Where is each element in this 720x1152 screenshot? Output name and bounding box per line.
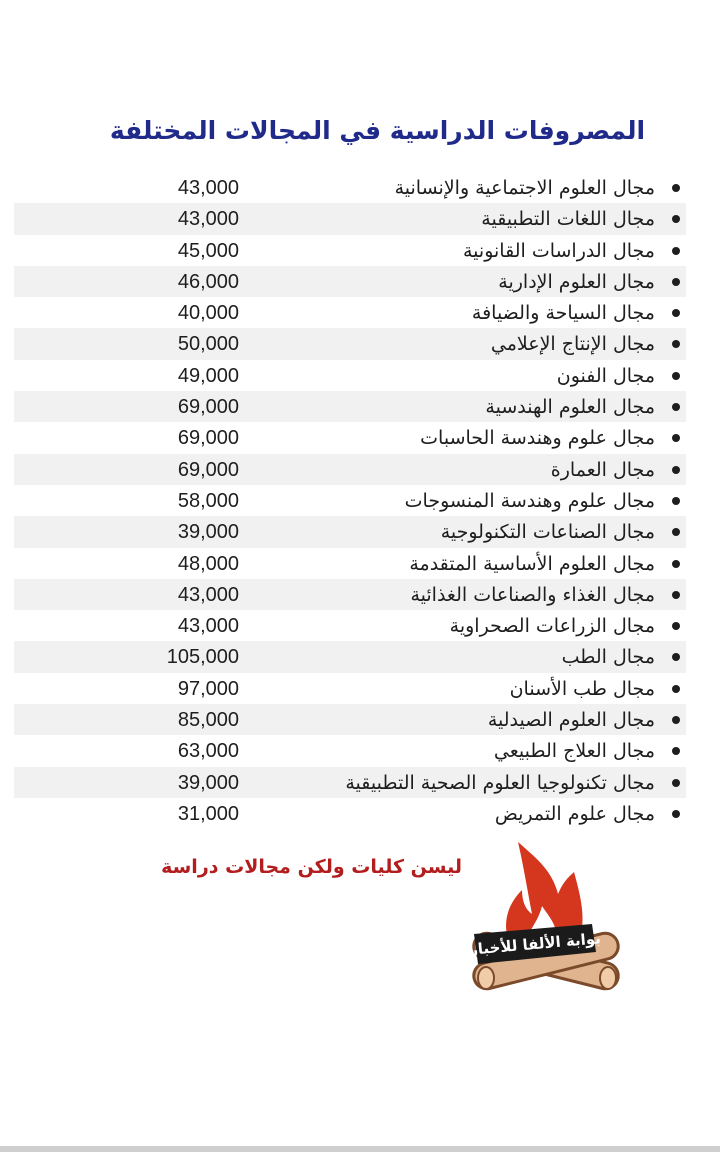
bullet-icon xyxy=(672,340,680,348)
flame-logs-icon xyxy=(466,836,631,1001)
bottom-bar xyxy=(0,1146,720,1152)
fee-amount: 43,000 xyxy=(177,208,239,231)
field-name: مجال الغذاء والصناعات الغذائية xyxy=(410,583,655,606)
field-name: مجال العلوم الاجتماعية والإنسانية xyxy=(394,177,655,199)
field-name: مجال السياحة والضيافة xyxy=(471,302,655,325)
list-item xyxy=(14,516,686,547)
bullet-icon xyxy=(672,810,680,818)
bullet-icon xyxy=(672,215,680,223)
logo-text: بوابة الألفا للأخبار xyxy=(468,929,602,959)
fee-amount: 45,000 xyxy=(177,239,239,262)
list-item xyxy=(14,579,686,610)
fee-amount: 85,000 xyxy=(177,709,239,732)
fee-amount: 58,000 xyxy=(177,489,239,512)
fee-amount: 43,000 xyxy=(177,177,239,199)
list-item xyxy=(14,673,686,704)
fee-amount: 48,000 xyxy=(177,552,239,575)
fee-amount: 105,000 xyxy=(166,646,239,669)
fees-list xyxy=(14,172,686,829)
field-name: مجال الفنون xyxy=(556,364,655,387)
fee-amount: 49,000 xyxy=(177,364,239,387)
bullet-icon xyxy=(672,622,680,630)
field-name: مجال الطب xyxy=(561,646,655,669)
fee-amount: 69,000 xyxy=(177,458,239,481)
fee-amount: 43,000 xyxy=(177,615,239,638)
field-name: مجال الصناعات التكنولوجية xyxy=(440,521,655,544)
fee-amount: 40,000 xyxy=(177,302,239,325)
list-item xyxy=(14,360,686,391)
bullet-icon xyxy=(672,716,680,724)
list-item xyxy=(14,798,686,829)
bullet-icon xyxy=(672,685,680,693)
bullet-icon xyxy=(672,278,680,286)
field-name: مجال العلوم الأساسية المتقدمة xyxy=(409,552,655,575)
field-name: مجال العلوم الهندسية xyxy=(485,396,655,419)
field-name: مجال العمارة xyxy=(550,458,655,481)
list-item xyxy=(14,203,686,234)
field-name: مجال علوم وهندسة المنسوجات xyxy=(404,489,655,512)
list-item xyxy=(14,610,686,641)
list-item xyxy=(14,235,686,266)
bullet-icon xyxy=(672,497,680,505)
field-name: مجال علوم وهندسة الحاسبات xyxy=(420,427,655,450)
field-name: مجال الزراعات الصحراوية xyxy=(449,615,655,638)
footnote: ليسن كليات ولكن مجالات دراسة xyxy=(161,856,462,878)
bullet-icon xyxy=(672,560,680,568)
field-name: مجال تكنولوجيا العلوم الصحية التطبيقية xyxy=(345,771,655,794)
field-name: مجال علوم التمريض xyxy=(494,802,655,825)
field-name: مجال اللغات التطبيقية xyxy=(481,208,655,231)
fee-amount: 63,000 xyxy=(177,740,239,763)
field-name: مجال العلاج الطبيعي xyxy=(493,740,655,763)
bullet-icon xyxy=(672,184,680,192)
list-item xyxy=(14,641,686,672)
list-item xyxy=(14,485,686,516)
fee-amount: 43,000 xyxy=(177,583,239,606)
bullet-icon xyxy=(672,528,680,536)
fee-amount: 31,000 xyxy=(177,802,239,825)
list-item xyxy=(14,172,686,203)
bullet-icon xyxy=(672,309,680,317)
fee-amount: 97,000 xyxy=(177,677,239,700)
fee-amount: 69,000 xyxy=(177,427,239,450)
field-name: مجال العلوم الصيدلية xyxy=(487,709,655,732)
bullet-icon xyxy=(672,372,680,380)
bullet-icon xyxy=(672,591,680,599)
bullet-icon xyxy=(672,747,680,755)
fee-amount: 39,000 xyxy=(177,771,239,794)
list-item xyxy=(14,735,686,766)
list-item xyxy=(14,266,686,297)
bullet-icon xyxy=(672,434,680,442)
field-name: مجال العلوم الإدارية xyxy=(498,270,655,293)
fee-amount: 39,000 xyxy=(177,521,239,544)
list-item xyxy=(14,297,686,328)
bullet-icon xyxy=(672,653,680,661)
bullet-icon xyxy=(672,247,680,255)
field-name: مجال طب الأسنان xyxy=(509,677,655,700)
field-name: مجال الإنتاج الإعلامي xyxy=(490,333,655,356)
fee-amount: 69,000 xyxy=(177,396,239,419)
bullet-icon xyxy=(672,403,680,411)
page-title: المصروفات الدراسية في المجالات المختلفة xyxy=(109,116,646,145)
bullet-icon xyxy=(672,466,680,474)
list-item xyxy=(14,454,686,485)
list-item xyxy=(14,704,686,735)
list-item xyxy=(14,391,686,422)
field-name: مجال الدراسات القانونية xyxy=(463,239,655,262)
list-item xyxy=(14,328,686,359)
fee-amount: 50,000 xyxy=(177,333,239,356)
list-item xyxy=(14,422,686,453)
list-item xyxy=(14,767,686,798)
bullet-icon xyxy=(672,779,680,787)
fee-amount: 46,000 xyxy=(177,270,239,293)
list-item xyxy=(14,548,686,579)
